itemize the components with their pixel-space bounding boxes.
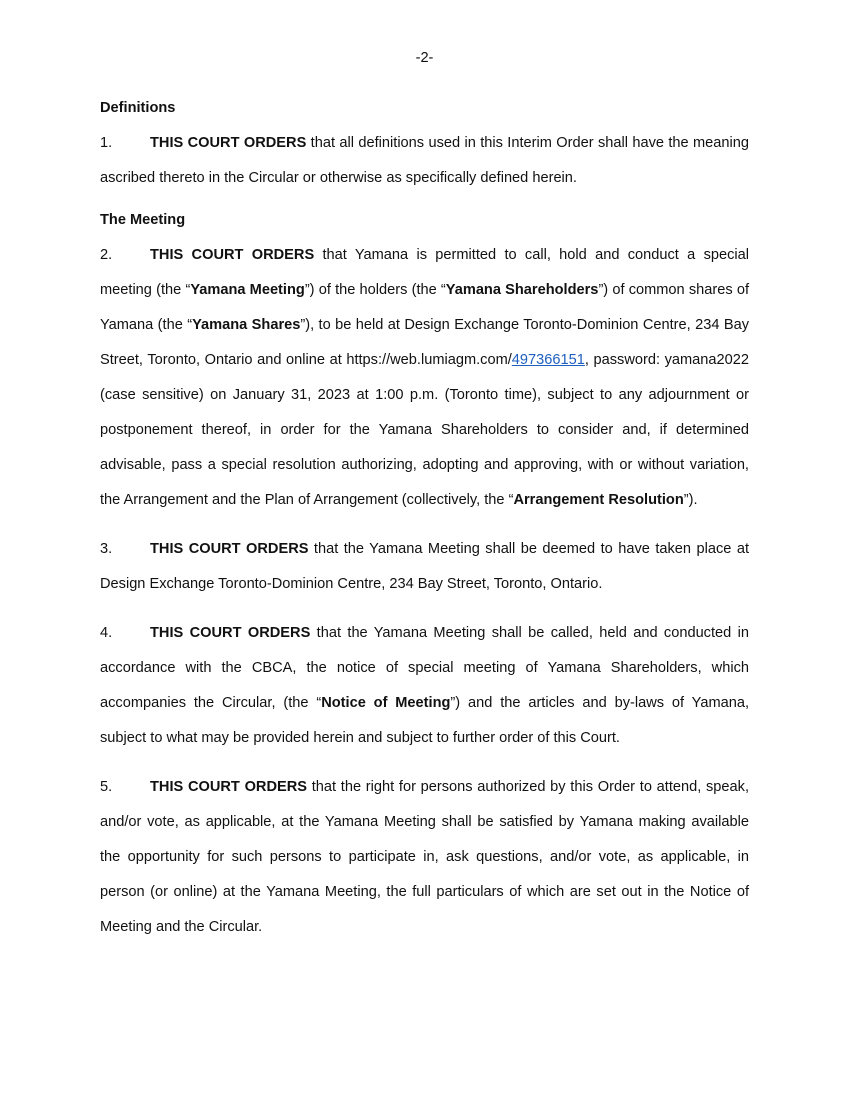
paragraph-3 (100, 532, 749, 602)
paragraph-text: ”), to be held at Design Exchange Toronto-Dominion Centre, 234 Bay Street, Toronto, Ontario and online at https://web.lumiagm.com/ (100, 317, 750, 368)
paragraph-text: that the Yamana Meeting shall be deemed to have taken place at Design Exchange Toronto-Dominion Centre, 234 Bay Street, Toronto, Ontario. (100, 541, 749, 592)
paragraph-text: , password: yamana2022 (case sensitive) on January 31, 2023 at 1:00 p.m. (Toronto time), subject to any adjournment or postponement thereof, in order for the Yamana Shareholders to consider and, if determined advisable, pass a special resolution authorizing, adopting and approving, with or without variation, the Arrangement and the Plan of Arrangement (collectively, the “ (100, 352, 749, 508)
defined-term: Notice of Meeting (321, 695, 451, 711)
defined-term: Yamana Shares (192, 317, 301, 333)
order-lead: THIS COURT ORDERS (150, 247, 315, 263)
order-lead: THIS COURT ORDERS (150, 779, 308, 795)
paragraph-text: ”) of common shares of Yamana (the “ (100, 282, 750, 333)
paragraph-text: that the right for persons authorized by this Order to attend, speak, and/or vote, as applicable, at the Yamana Meeting shall be satisfied by Yamana making available the opportunity for such persons to participate in, ask questions, and/or vote, as applicable, in person (or online) at the Yamana Meeting, the full particulars of which are set out in the Notice of Meeting and the Circular. (100, 779, 749, 935)
paragraph-number: 5. (100, 779, 113, 795)
order-lead: THIS COURT ORDERS (150, 625, 311, 641)
paragraph-number: 1. (100, 135, 113, 151)
defined-term: Yamana Shareholders (445, 282, 599, 298)
section-heading-meeting: The Meeting (100, 212, 186, 228)
document-body (100, 98, 749, 945)
order-lead: THIS COURT ORDERS (150, 135, 307, 151)
paragraph-4 (100, 616, 749, 756)
paragraph-number: 4. (100, 625, 113, 641)
paragraph-text: that all definitions used in this Interim Order shall have the meaning ascribed thereto in the Circular or otherwise as specifically defined herein. (100, 135, 749, 186)
paragraph-2 (100, 238, 749, 518)
paragraph-1 (100, 126, 749, 196)
paragraph-text: ”) and the articles and by-laws of Yamana, subject to what may be provided herein and subject to further order of this Court. (100, 695, 749, 746)
paragraph-5 (100, 770, 749, 945)
defined-term: Arrangement Resolution (513, 492, 684, 508)
paragraph-text: ”) of the holders (the “ (304, 282, 446, 298)
paragraph-number: 2. (100, 247, 113, 263)
paragraph-text: ”). (683, 492, 698, 508)
paragraph-text: that Yamana is permitted to call, hold and conduct a special meeting (the “ (100, 247, 750, 298)
section-heading-definitions: Definitions (100, 100, 176, 116)
order-lead: THIS COURT ORDERS (150, 541, 309, 557)
defined-term: Yamana Meeting (190, 282, 305, 298)
page-number: -2- (415, 50, 434, 66)
paragraph-text: that the Yamana Meeting shall be called, held and conducted in accordance with the CBCA, the notice of special meeting of Yamana Shareholders, which accompanies the Circular, (the “ (100, 625, 749, 711)
paragraph-number: 3. (100, 541, 113, 557)
meeting-id-link[interactable]: 497366151 (511, 352, 585, 368)
